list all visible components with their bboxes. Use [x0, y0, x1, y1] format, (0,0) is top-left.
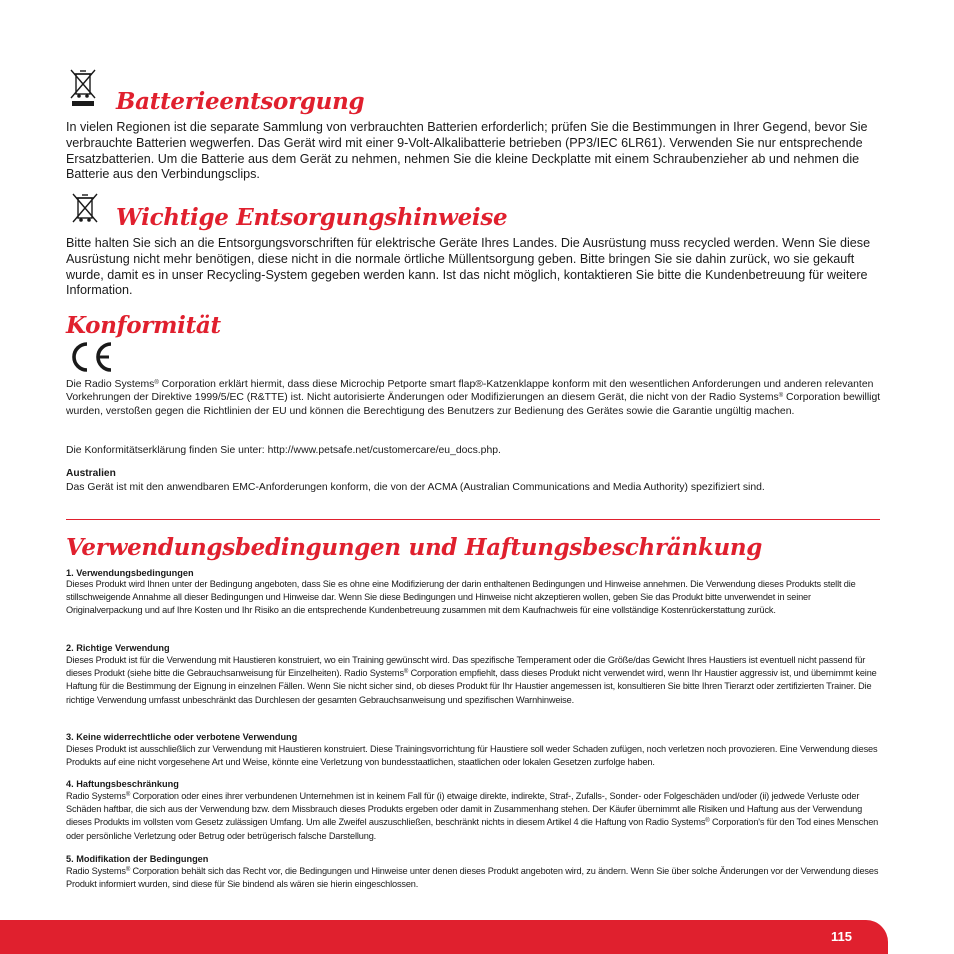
terms-2-body: Dieses Produkt ist für die Verwendung mit Haustieren konstruiert, wo ein Training gewünscht wird. Das spezifische Temperament oder die Größe/das Gewicht Ihres Haustiers ist eventuell nicht passend für dieses Produkt (siehe bitte die Gebrauchsanweisung für Einzelheiten). Radio Systems® Corporation empfiehlt, dass dieses Produkt nicht verwendet wird, wenn Ihr Haustier aggressiv ist, und übernimmt keine Haftung für die Bestimmung der Eignung in einzelnen Fällen. Wenn Sie nicht sicher sind, ob dieses Produkt für Ihr Haustier angemessen ist, konsultieren Sie bitte Ihren Tierarzt oder zertifizierten Trainer. Die richtige Verwendung umfasst unbeschränkt das Durchlesen der gesamten Gebrauchsanweisung und spezifischen Warnhinweise. — [66, 655, 877, 705]
battery-section-body: In vielen Regionen ist die separate Sammlung von verbrauchten Batterien erforderlich; prüfen Sie die Bestimmungen in Ihrer Gegend, bevor Sie verbrauchte Batterien wegwerfen. Das Gerät wird mit einer 9-Volt-Alkalibatterie betrieben (PP3/IEC 6LR61). Verwenden Sie nur entsprechende Ersatzbatterien. Um die Batterie aus dem Gerät zu nehmen, nehmen Sie die kleine Deckplatte mit einem Schraubenzieher ab und nehmen die Batterie aus den Verbindungsclips. — [66, 120, 868, 182]
weee-bin-bar-icon — [68, 68, 98, 108]
terms-5-title: 5. Modifikation der Bedingungen — [66, 854, 209, 864]
section-divider — [66, 519, 880, 520]
terms-5-body: Radio Systems® Corporation behält sich das Recht vor, die Bedingungen und Hinweise unter denen dieses Produkt angeboten wird, zu ändern. Wenn Sie über solche Änderungen vor der Verwendung dieses Produkt informiert wurden, sind diese für Sie bindend als wären sie hierin eingeschlossen. — [66, 866, 879, 890]
disposal-section-body: Bitte halten Sie sich an die Entsorgungsvorschriften für elektrische Geräte Ihres Landes. Die Ausrüstung muss recycled werden. Wenn Sie diese Ausrüstung nicht mehr benötigen, diese nicht in die normale örtliche Müllentsorgung geben. Bitte bringen Sie sie dahin zurück, wo sie gekauft wurde, damit es in unser Recycling-System gegeben werden kann. Ist das nicht möglich, kontaktieren Sie bitte die Kundenbetreuung für weitere Information. — [66, 236, 871, 298]
conformity-declaration: Die Radio Systems® Corporation erklärt hiermit, dass diese Microchip Petporte smart flap®-Katzenklappe konform mit den wesentlichen Anforderungen und anderen relevanten Vorkehrungen der Direktive 1999/5/EC (R&TTE) ist. Nicht autorisierte Änderungen oder Modifizierungen an diesem Gerät, die nicht von der Radio Systems® Corporation bewilligt wurden, verstoßen gegen die Richtlinien der EU und können die Berechtigung des Benutzers zur Bedienung des Gerätes sowie die Garantie ungültig machen. — [66, 379, 881, 417]
terms-3-title: 3. Keine widerrechtliche oder verbotene Verwendung — [66, 732, 298, 742]
battery-section-title: Batterieentsorgung — [116, 88, 365, 115]
weee-bin-icon — [70, 192, 100, 226]
page-number: 115 — [831, 929, 852, 944]
australia-body: Das Gerät ist mit den anwendbaren EMC-Anforderungen konform, die von der ACMA (Australian Communications and Media Authority) spezifiziert sind. — [66, 482, 765, 493]
australia-subheading: Australien — [66, 468, 116, 479]
terms-1-title: 1. Verwendungsbedingungen — [66, 568, 194, 578]
terms-4-title: 4. Haftungsbeschränkung — [66, 779, 179, 789]
terms-2-title: 2. Richtige Verwendung — [66, 643, 170, 653]
disposal-section-title: Wichtige Entsorgungshinweise — [116, 204, 508, 231]
conformity-url-text: Die Konformitätserklärung finden Sie unter: http://www.petsafe.net/customercare/eu_docs.php. — [66, 445, 501, 456]
ce-mark-icon — [67, 341, 115, 373]
terms-3-body: Dieses Produkt ist ausschließlich zur Verwendung mit Haustieren konstruiert. Diese Trainingsvorrichtung für Haustiere soll weder Schaden zufügen, noch verletzen noch provozieren. Eine Verwendung dieses Produkts auf eine nicht vorgesehene Art und Weise, könnte eine Verletzung von bundesstaatlichen, staatlichen oder lokalen Gesetzen zurfolge haben. — [66, 744, 878, 768]
terms-1-body: Dieses Produkt wird Ihnen unter der Bedingung angeboten, dass Sie es ohne eine Modifizierung der darin enthaltenen Bedingungen und Hinweise annehmen. Die Verwendung dieses Produkts stellt die stillschweigende Annahme all dieser Bedingungen und Hinweise dar. Wenn Sie diese Bedingungen und Hinweise nicht akzeptieren wollen, geben Sie das Produkt bitte unverwendet in seiner Originalverpackung und auf Ihre Kosten und Ihr Risiko an die entsprechende Kundenbetreuung zusammen mit dem Kaufnachweis für eine vollständige Kostenrückerstattung zurück. — [66, 579, 856, 616]
conformity-section-title: Konformität — [66, 312, 221, 339]
terms-section-title: Verwendungsbedingungen und Haftungsbeschränkung — [66, 534, 763, 561]
footer-bar — [0, 920, 888, 954]
terms-4-body: Radio Systems® Corporation oder eines ihrer verbundenen Unternehmen ist in keinem Fall für (i) etwaige direkte, indirekte, Straf-, Zufalls-, Sonder- oder Folgeschäden und/oder (ii) jedwede Verluste oder Schäden haftbar, die sich aus der Verwendung bzw. dem Missbrauch dieses Produkts ergeben oder damit in Zusammenhang stehen. Der Käufer übernimmt alle Risiken und Haftung aus der Verwendung dieses Produkts im vollsten vom Gesetz zulässigen Umfang. Um alle Zweifel auszuschließen, beschränkt nichts in diesem Artikel 4 die Haftung von Radio Systems® Corporation's für den Tod eines Menschen oder persönliche Verletzung oder Betrug oder betrügerisch falsche Darstellung. — [66, 791, 879, 841]
